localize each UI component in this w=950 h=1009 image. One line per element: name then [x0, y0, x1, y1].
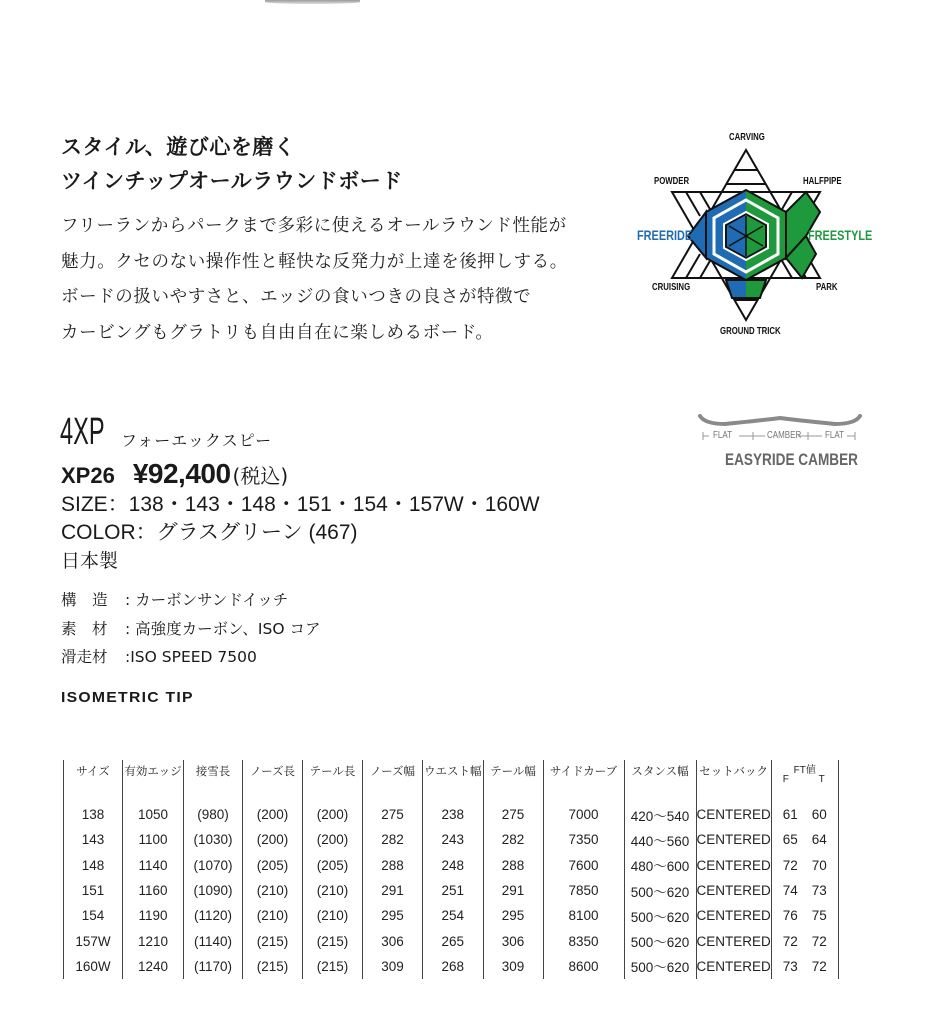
- riding-style-diagram: [630, 128, 873, 343]
- ft-cell: [771, 903, 838, 928]
- col-waist-width: ウエスト幅: [423, 760, 484, 802]
- table-cell: 154: [64, 903, 123, 928]
- ft-front-value: 61: [782, 807, 798, 823]
- ft-title: FT値: [793, 765, 816, 776]
- ft-front-value: 74: [782, 883, 798, 899]
- table-cell: 268: [423, 954, 484, 979]
- model-kana: フォーエックスピー: [121, 431, 273, 450]
- ft-t-label: T: [818, 774, 825, 785]
- color-line: COLOR：グラスグリーン (467): [61, 521, 358, 544]
- table-cell: (980): [184, 802, 243, 827]
- ft-cell: [771, 928, 838, 953]
- ft-tail-value: 73: [811, 883, 827, 899]
- description-line: ボードの扱いやすさと、エッジの食いつきの良さが特徴で: [61, 287, 532, 307]
- ft-tail-value: 72: [811, 933, 827, 949]
- ft-cell: [771, 878, 838, 903]
- table-cell: (205): [303, 853, 363, 878]
- table-cell: 1050: [123, 802, 184, 827]
- table-cell: (215): [303, 928, 363, 953]
- description-line: フリーランからパークまで多彩に使えるオールラウンド性能が: [61, 216, 567, 236]
- table-cell: 1210: [123, 928, 184, 953]
- label-carving: CARVING: [729, 132, 765, 143]
- table-row: [64, 928, 839, 953]
- table-cell: 306: [363, 928, 423, 953]
- table-cell: 7000: [543, 802, 624, 827]
- ft-tail-value: 64: [811, 832, 827, 848]
- col-nose-length: ノーズ長: [243, 760, 303, 802]
- model-name: 4XP: [60, 411, 105, 453]
- spec-construction: 構 造 : カーボンサンドイッチ: [61, 591, 289, 609]
- ft-front-value: 73: [782, 958, 798, 974]
- table-cell: (210): [243, 903, 303, 928]
- table-cell: (215): [243, 928, 303, 953]
- col-tail-length: テール長: [303, 760, 363, 802]
- table-header-row: [64, 760, 839, 802]
- table-cell: 138: [64, 802, 123, 827]
- headline-line-2: ツインチップオールラウンドボード: [61, 169, 403, 193]
- table-cell: 295: [483, 903, 543, 928]
- label-halfpipe: HALFPIPE: [803, 176, 842, 187]
- table-cell: 291: [483, 878, 543, 903]
- col-tail-width: テール幅: [483, 760, 543, 802]
- price: ¥92,400: [132, 458, 231, 489]
- table-cell: 1190: [123, 903, 184, 928]
- ft-front-value: 65: [782, 832, 798, 848]
- label-freestyle: FREESTYLE: [808, 227, 873, 243]
- table-cell: CENTERED: [696, 853, 771, 878]
- headline-line-1: スタイル、遊び心を磨く: [61, 135, 296, 159]
- table-cell: 143: [64, 827, 123, 852]
- table-cell: 1160: [123, 878, 184, 903]
- ft-tail-value: 72: [811, 958, 827, 974]
- table-cell: 238: [423, 802, 484, 827]
- table-row: [64, 903, 839, 928]
- table-cell: 265: [423, 928, 484, 953]
- col-sidecut: サイドカーブ: [543, 760, 624, 802]
- description-line: 魅力。クセのない操作性と軽快な反発力が上達を後押しする。: [61, 251, 568, 272]
- table-cell: 288: [483, 853, 543, 878]
- table-cell: 7850: [543, 878, 624, 903]
- table-cell: 1140: [123, 853, 184, 878]
- description: [61, 209, 568, 351]
- table-cell: (210): [243, 878, 303, 903]
- table-cell: 288: [363, 853, 423, 878]
- spec-base: 滑走材 :ISO SPEED 7500: [61, 648, 257, 666]
- table-cell: 500～620: [624, 928, 696, 953]
- table-row: [64, 802, 839, 827]
- spec-list: [61, 586, 320, 672]
- table-cell: 8350: [543, 928, 624, 953]
- table-cell: 275: [363, 802, 423, 827]
- table-cell: 282: [363, 827, 423, 852]
- table-cell: 160W: [64, 954, 123, 979]
- label-freeride: FREERIDE: [637, 227, 693, 243]
- label-cruising: CRUISING: [652, 282, 691, 293]
- camber-name: EASYRIDE CAMBER: [725, 450, 858, 469]
- label-powder: POWDER: [654, 176, 690, 187]
- table-cell: (1140): [184, 928, 243, 953]
- table-cell: 8100: [543, 903, 624, 928]
- product-code: XP26: [61, 463, 115, 488]
- table-cell: (1070): [184, 853, 243, 878]
- ft-front-value: 76: [782, 908, 798, 924]
- ft-front-value: 72: [782, 933, 798, 949]
- col-stance-width: スタンス幅: [624, 760, 696, 802]
- size-spec-table: [63, 760, 839, 979]
- table-cell: 7600: [543, 853, 624, 878]
- camber-center: CAMBER: [767, 430, 802, 441]
- table-cell: 254: [423, 903, 484, 928]
- table-cell: (1120): [184, 903, 243, 928]
- table-cell: 248: [423, 853, 484, 878]
- table-cell: 295: [363, 903, 423, 928]
- ft-cell: [771, 802, 838, 827]
- isometric-tip-logo: ISOMETRIC TIP: [61, 689, 194, 706]
- table-row: [64, 954, 839, 979]
- col-ft-value: [771, 760, 838, 802]
- ft-cell: [771, 827, 838, 852]
- table-cell: (200): [303, 802, 363, 827]
- table-cell: 291: [363, 878, 423, 903]
- ft-cell: [771, 954, 838, 979]
- ft-front-value: 72: [782, 857, 798, 873]
- ft-tail-value: 60: [811, 807, 827, 823]
- ft-cell: [771, 853, 838, 878]
- table-cell: 1100: [123, 827, 184, 852]
- table-cell: 282: [483, 827, 543, 852]
- table-cell: 148: [64, 853, 123, 878]
- col-contact-length: 接雪長: [184, 760, 243, 802]
- table-cell: (215): [243, 954, 303, 979]
- col-setback: セットバック: [696, 760, 771, 802]
- table-cell: (200): [243, 827, 303, 852]
- table-cell: CENTERED: [696, 878, 771, 903]
- description-line: カービングもグラトリも自由自在に楽しめるボード。: [61, 322, 494, 343]
- col-nose-width: ノーズ幅: [363, 760, 423, 802]
- table-cell: CENTERED: [696, 954, 771, 979]
- table-cell: CENTERED: [696, 903, 771, 928]
- camber-flat-left: FLAT: [713, 430, 732, 441]
- ft-f-label: F: [782, 774, 789, 785]
- table-cell: 420～540: [624, 802, 696, 827]
- table-cell: (1170): [184, 954, 243, 979]
- table-cell: 500～620: [624, 954, 696, 979]
- table-cell: 7350: [543, 827, 624, 852]
- table-cell: 157W: [64, 928, 123, 953]
- table-cell: CENTERED: [696, 802, 771, 827]
- table-cell: 309: [483, 954, 543, 979]
- table-cell: 251: [423, 878, 484, 903]
- table-cell: 309: [363, 954, 423, 979]
- table-cell: (210): [303, 903, 363, 928]
- table-cell: 500～620: [624, 878, 696, 903]
- table-cell: (210): [303, 878, 363, 903]
- tax-note: (税込): [232, 464, 289, 488]
- table-cell: 480～600: [624, 853, 696, 878]
- label-ground-trick: GROUND TRICK: [720, 326, 781, 337]
- table-cell: (200): [303, 827, 363, 852]
- table-cell: CENTERED: [696, 928, 771, 953]
- board-edge-decoration: [265, 0, 360, 4]
- label-park: PARK: [816, 282, 838, 293]
- table-cell: 275: [483, 802, 543, 827]
- table-cell: 8600: [543, 954, 624, 979]
- table-cell: 500～620: [624, 903, 696, 928]
- table-cell: (205): [243, 853, 303, 878]
- table-cell: 243: [423, 827, 484, 852]
- table-cell: (200): [243, 802, 303, 827]
- headline: [61, 130, 403, 198]
- table-cell: 440～560: [624, 827, 696, 852]
- table-cell: (215): [303, 954, 363, 979]
- camber-profile: [695, 410, 865, 470]
- table-cell: CENTERED: [696, 827, 771, 852]
- table-row: [64, 878, 839, 903]
- ft-tail-value: 75: [811, 908, 827, 924]
- price-row: [61, 458, 288, 490]
- origin: 日本製: [61, 550, 119, 572]
- table-row: [64, 853, 839, 878]
- table-row: [64, 827, 839, 852]
- table-cell: 306: [483, 928, 543, 953]
- table-cell: (1030): [184, 827, 243, 852]
- table-cell: (1090): [184, 878, 243, 903]
- table-cell: 151: [64, 878, 123, 903]
- table-cell: 1240: [123, 954, 184, 979]
- spec-material: 素 材 : 高強度カーボン、ISO コア: [61, 619, 321, 638]
- sizes-line: SIZE：138・143・148・151・154・157W・160W: [61, 493, 540, 516]
- ft-tail-value: 70: [811, 857, 827, 873]
- col-effective-edge: 有効エッジ: [123, 760, 184, 802]
- col-size: サイズ: [64, 760, 123, 802]
- camber-flat-right: FLAT: [825, 430, 844, 441]
